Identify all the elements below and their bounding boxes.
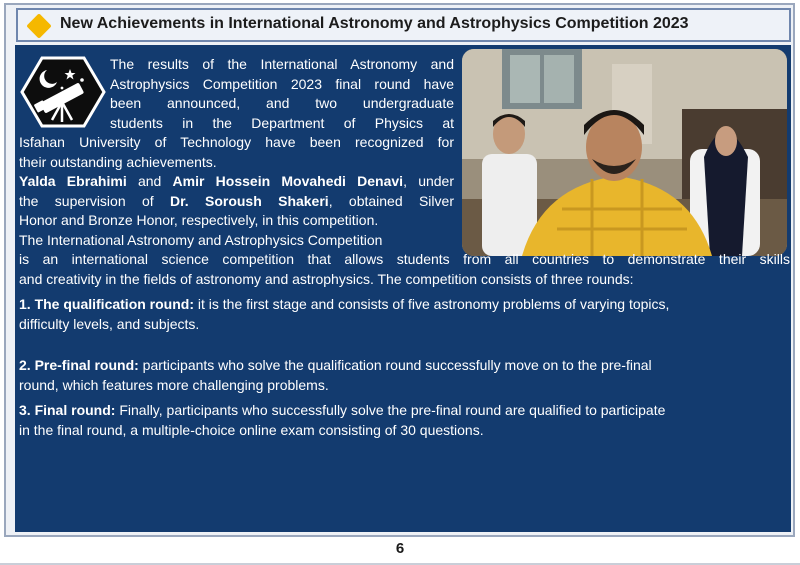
winner-name-2: Amir Hossein Movahedi Denavi: [172, 173, 404, 189]
supervisor-name: Dr. Soroush Shakeri: [169, 192, 329, 209]
round-2-label: 2. Pre-final round:: [19, 357, 139, 373]
round-1-line-1: [19, 295, 792, 315]
round-2-line-1: [19, 356, 792, 376]
round-1-text: it is the first stage and consists of five astronomy problems of varying topics,: [194, 296, 670, 312]
winners-tail: , under: [403, 173, 455, 189]
supervision-suffix: , obtained Silver: [328, 192, 454, 209]
diamond-bullet-icon: [26, 13, 51, 38]
intro-line-3: been announced, and two undergraduate: [110, 95, 454, 111]
round-3-label: 3. Final round:: [19, 402, 116, 418]
section-title: New Achievements in International Astronomy and Astrophysics Competition 2023: [60, 15, 689, 32]
about-line-3: and creativity in the fields of astronomy and astrophysics. The competition consists of three rounds:: [19, 270, 634, 287]
supervision-prefix: the supervision of: [19, 192, 170, 209]
about-line-1: The International Astronomy and Astrophysics Competition: [19, 231, 383, 248]
about-line-2: is an international science competition that allows students from all countries to demonstrate their skills: [19, 251, 790, 267]
telescope-logo-icon: [20, 56, 106, 128]
round-3-text: Finally, participants who successfully solve the pre-final round are qualified to participate: [115, 402, 666, 418]
page-number: 6: [395, 540, 405, 557]
round-2-line-2: round, which features more challenging problems.: [19, 376, 329, 393]
round-3-line-2: in the final round, a multiple-choice online exam consisting of 30 questions.: [19, 421, 484, 438]
intro-line-4: students in the Department of Physics at: [110, 114, 454, 131]
winners-and: and: [126, 173, 173, 189]
intro-line-5: Isfahan University of Technology have been recognized for: [19, 134, 454, 150]
group-selfie-photo: [462, 49, 787, 256]
round-1-line-2: difficulty levels, and subjects.: [19, 315, 200, 332]
section-header: [16, 8, 791, 42]
winners-line-2: [19, 192, 454, 212]
intro-line-6: their outstanding achievements.: [19, 153, 217, 170]
intro-line-1: The results of the International Astronomy and: [110, 56, 454, 72]
winner-name-1: Yalda Ebrahimi: [19, 173, 127, 189]
round-2-text: participants who solve the qualification round successfully move on to the pre-final: [138, 357, 652, 373]
round-3-line-1: [19, 401, 792, 421]
intro-line-2: Astrophysics Competition 2023 final round have: [110, 75, 454, 92]
winners-line-1: [19, 172, 454, 192]
winners-line-3: Honor and Bronze Honor, respectively, in this competition.: [19, 212, 379, 228]
round-1-label: 1. The qualification round:: [19, 296, 194, 312]
